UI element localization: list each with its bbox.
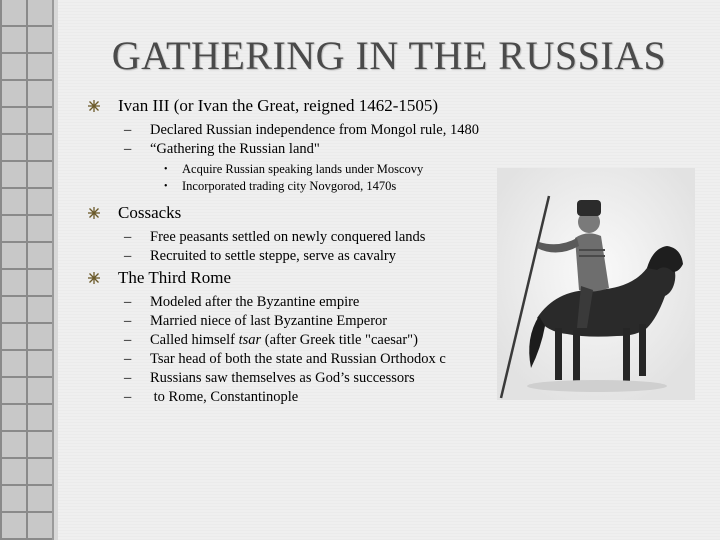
dash-marker: – xyxy=(124,370,132,386)
sub-sub-bullet xyxy=(88,178,528,195)
slide-title: GATHERING IN THE RUSSIAS xyxy=(111,33,667,78)
dash-marker: – xyxy=(124,332,132,348)
slide-content xyxy=(88,96,528,407)
dash-marker: – xyxy=(124,141,132,157)
sub-bullet xyxy=(88,228,528,247)
dash-marker: – xyxy=(124,122,132,138)
sub-bullet xyxy=(88,121,528,140)
dash-marker: – xyxy=(124,313,132,329)
sub-bullet-text: Russians saw themselves as God’s successors xyxy=(150,370,415,386)
bullet-text: Cossacks xyxy=(118,203,182,222)
sub-bullet-text: Free peasants settled on newly conquered lands xyxy=(150,229,426,245)
cossack-photo xyxy=(497,168,695,400)
sub-bullet-text: Modeled after the Byzantine empire xyxy=(150,294,360,310)
tsar-emphasis: tsar xyxy=(238,332,262,348)
sub-bullet-text: Declared Russian independence from Mongol rule, 1480 xyxy=(150,122,479,138)
dot-marker: • xyxy=(164,164,168,175)
dash-marker: – xyxy=(124,351,132,367)
sub-sub-bullet-text: Acquire Russian speaking lands under Moscovy xyxy=(182,162,424,176)
decorative-border xyxy=(0,0,54,540)
bullet-text: The Third Rome xyxy=(118,268,231,287)
sub-sub-bullet xyxy=(88,161,528,178)
star-bullet-icon xyxy=(88,100,100,112)
bullet-third-rome xyxy=(88,268,528,288)
sub-bullet xyxy=(88,247,528,266)
sub-bullet xyxy=(88,331,528,350)
sub-bullet xyxy=(88,293,528,312)
sub-bullet xyxy=(88,350,528,369)
sub-bullet xyxy=(88,312,528,331)
sub-bullet xyxy=(88,369,528,388)
sub-bullet-text: Recruited to settle steppe, serve as cavalry xyxy=(150,248,396,264)
dash-marker: – xyxy=(124,248,132,264)
dash-marker: – xyxy=(124,294,132,310)
sub-sub-bullet-text: Incorporated trading city Novgorod, 1470s xyxy=(182,179,397,193)
dot-marker: • xyxy=(164,181,168,192)
dash-marker: – xyxy=(124,389,132,405)
sub-bullet-text: “Gathering the Russian land" xyxy=(150,141,320,157)
dash-marker: – xyxy=(124,229,132,245)
cossack-illustration xyxy=(497,168,695,400)
sub-bullet-text: Married niece of last Byzantine Emperor xyxy=(150,313,388,329)
bullet-cossacks xyxy=(88,203,528,223)
sub-bullet-text: (after Greek title "caesar") xyxy=(261,332,418,348)
bullet-text: Ivan III (or Ivan the Great, reigned 1462-1505) xyxy=(118,96,439,115)
sub-bullet xyxy=(88,388,528,407)
sub-bullet xyxy=(88,140,528,159)
star-bullet-icon xyxy=(88,272,100,284)
sub-bullet-text: to Rome, Constantinople xyxy=(150,389,299,405)
sub-bullet-text: Tsar head of both the state and Russian Orthodox c xyxy=(150,351,446,367)
star-bullet-icon xyxy=(88,207,100,219)
bullet-ivan xyxy=(88,96,528,116)
sub-bullet-text: Called himself xyxy=(150,332,239,348)
